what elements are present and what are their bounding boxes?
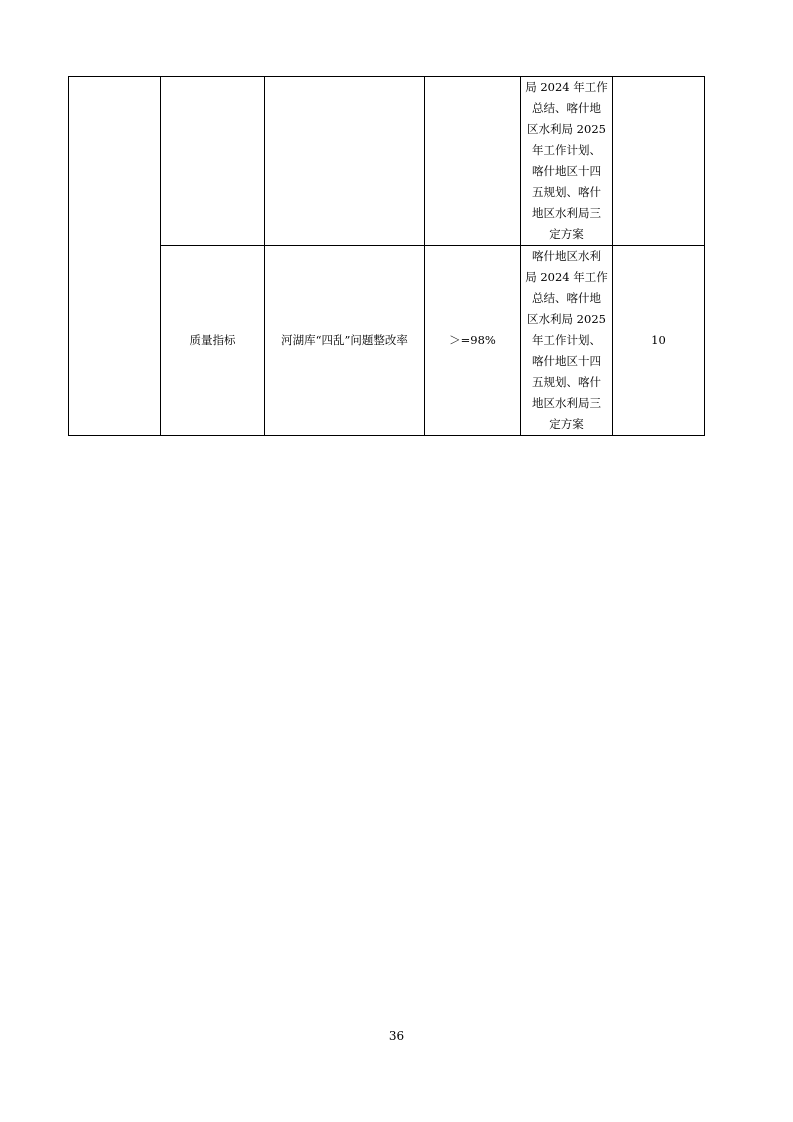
table-row [69,246,705,436]
table-row [69,77,705,246]
source-cell: 喀什地区水利 局 2024 年工作 总结、喀什地 区水利局 2025 年工作计划、 喀什地区十四 五规划、喀什 地区水利局三 定方案 [521,246,613,436]
secondary-indicator-cell: 质量指标 [161,246,265,436]
score-cell [613,77,705,246]
target-value-cell: ＞=98% [425,246,521,436]
first-level-indicator-cell [69,77,161,436]
source-cell: 局 2024 年工作 总结、喀什地 区水利局 2025 年工作计划、 喀什地区十四 五规划、喀什 地区水利局三 定方案 [521,77,613,246]
target-value-cell [425,77,521,246]
indicator-name-cell: 河湖库“四乱”问题整改率 [265,246,425,436]
page-number: 36 [388,1029,405,1043]
secondary-indicator-cell [161,77,265,246]
indicator-name-cell [265,77,425,246]
performance-indicator-table [68,76,705,436]
score-cell: 10 [613,246,705,436]
